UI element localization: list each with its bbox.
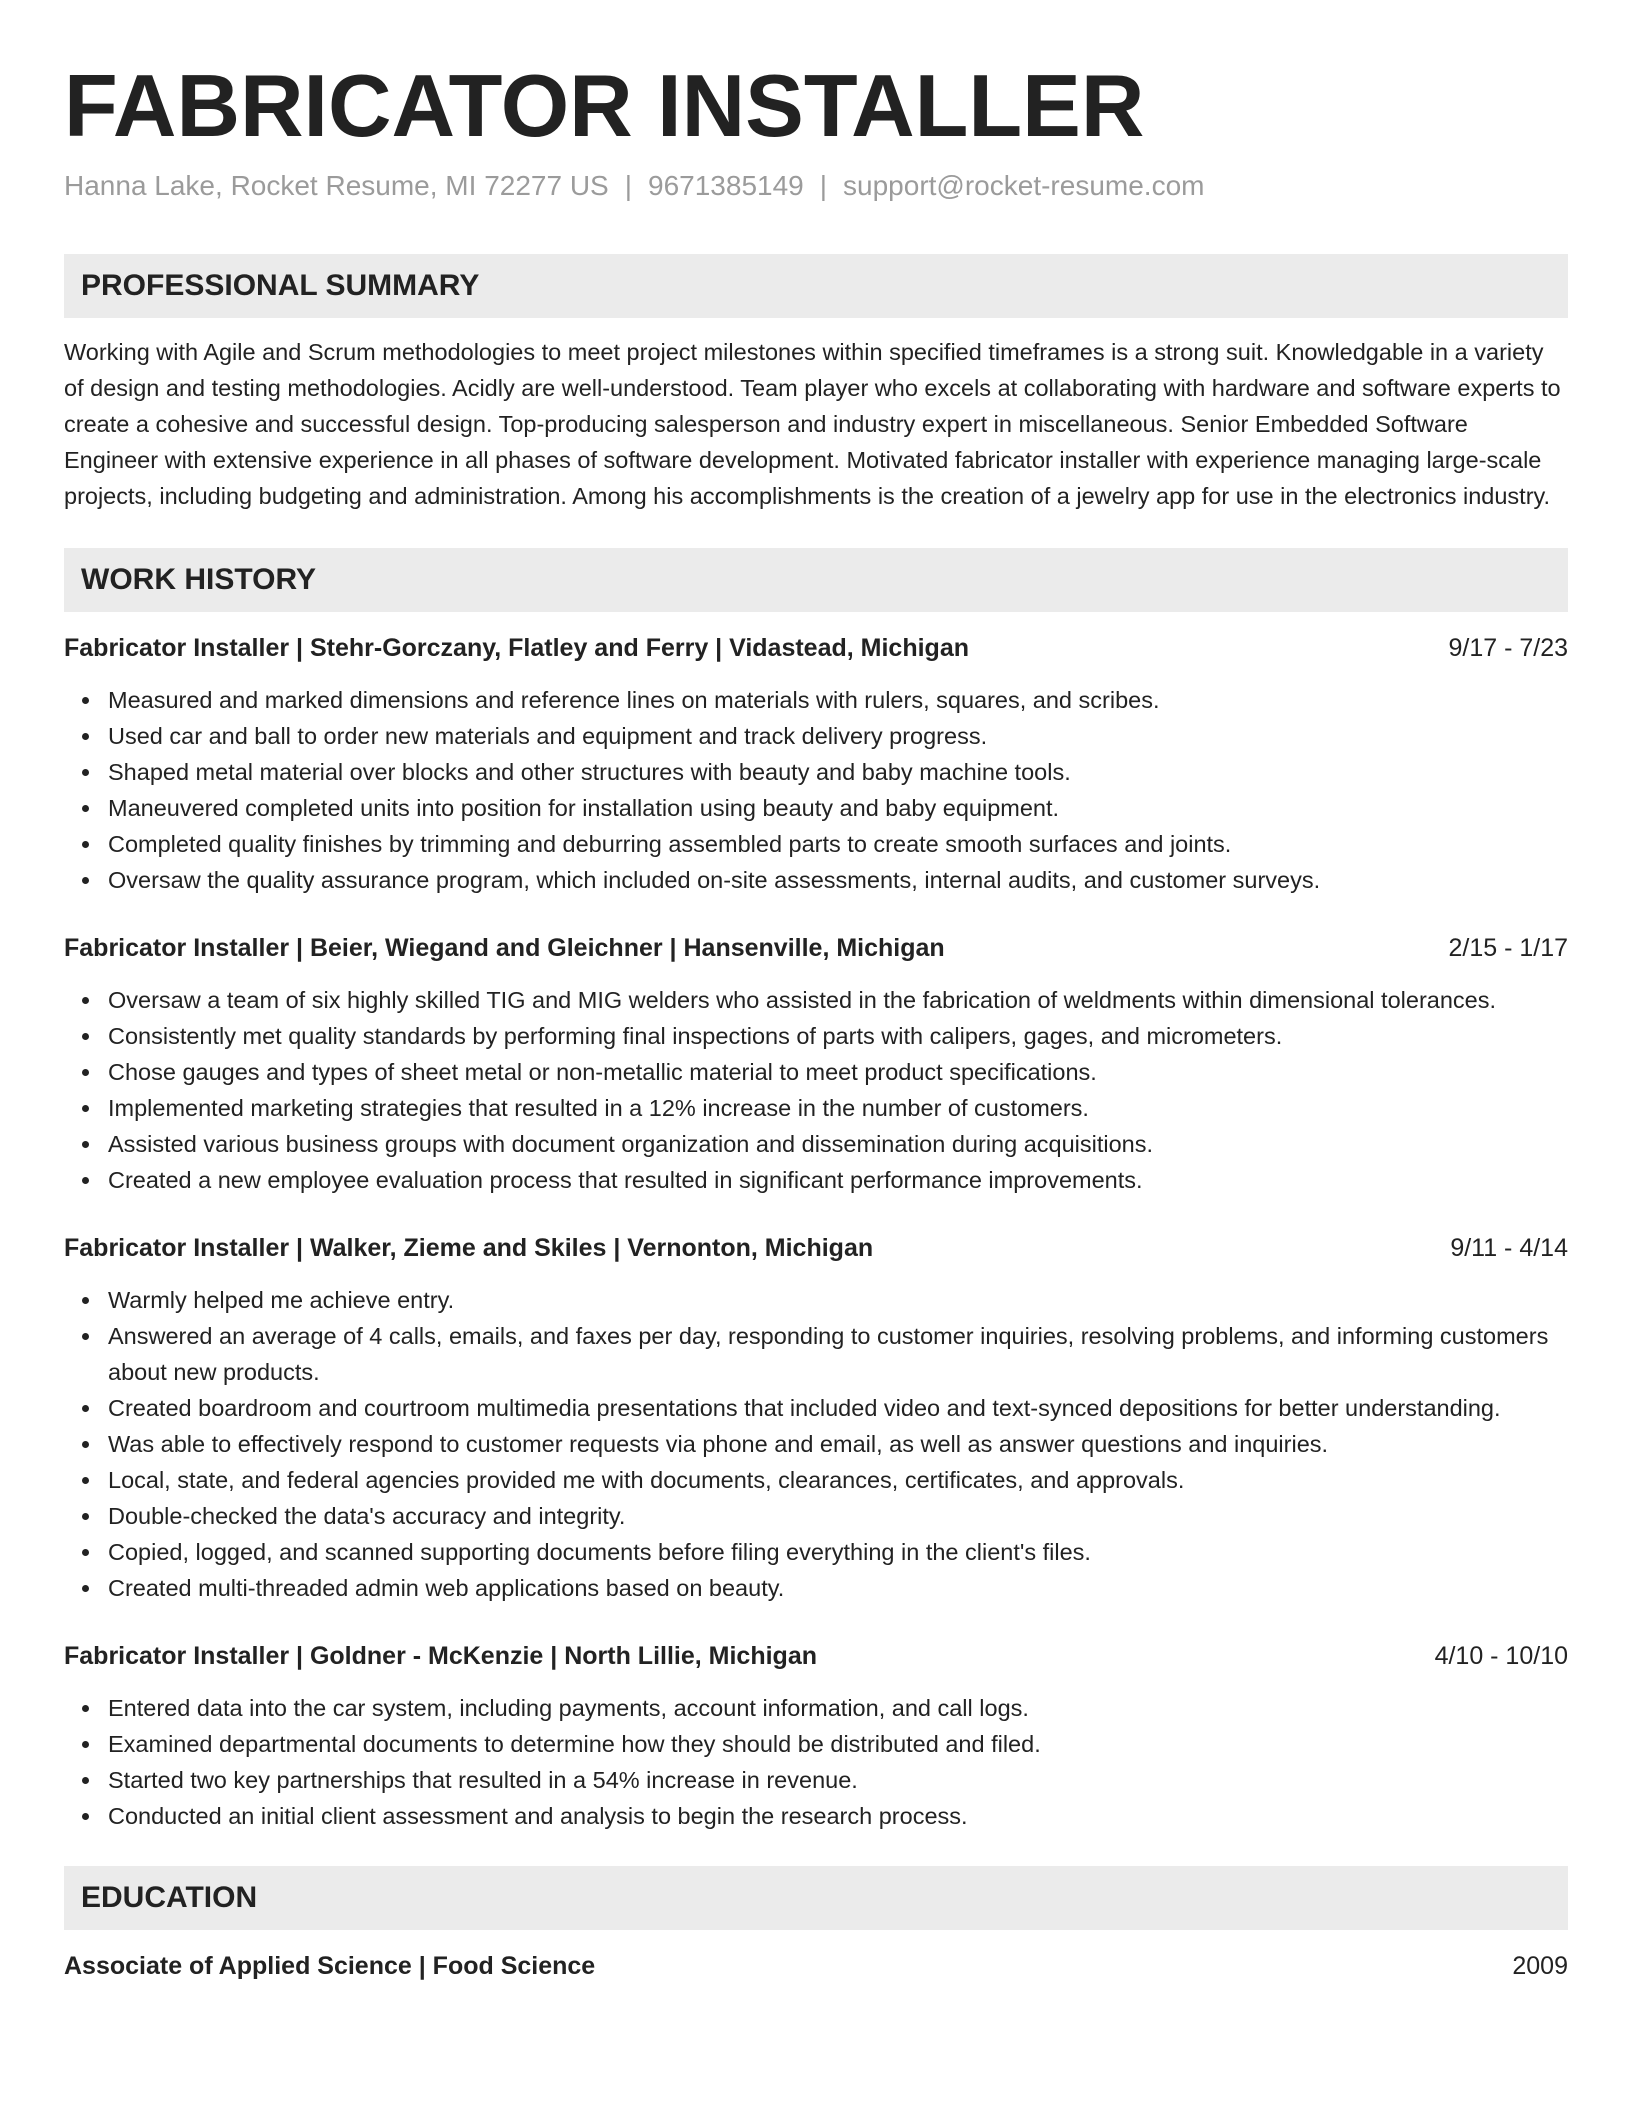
education-entry bbox=[64, 1948, 1568, 1984]
job-bullet: Created boardroom and courtroom multimedia presentations that included video and text-synced depositions for better understanding. bbox=[108, 1390, 1568, 1426]
job-bullet: Used car and ball to order new materials and equipment and track delivery progress. bbox=[108, 718, 1568, 754]
contact-separator: | bbox=[819, 170, 828, 201]
job-title: Fabricator Installer | Walker, Zieme and Skiles | Vernonton, Michigan bbox=[64, 1234, 874, 1262]
job-bullet: Was able to effectively respond to customer requests via phone and email, as well as answer questions and inquiries. bbox=[108, 1426, 1568, 1462]
job-bullet-list bbox=[64, 1282, 1568, 1606]
job-entry bbox=[64, 630, 1568, 898]
job-bullet: Completed quality finishes by trimming and deburring assembled parts to create smooth surfaces and joints. bbox=[108, 826, 1568, 862]
education-year: 2009 bbox=[1512, 1952, 1568, 1980]
job-bullet: Warmly helped me achieve entry. bbox=[108, 1282, 1568, 1318]
job-bullet: Created multi-threaded admin web applications based on beauty. bbox=[108, 1570, 1568, 1606]
job-entry bbox=[64, 930, 1568, 1198]
job-bullet: Chose gauges and types of sheet metal or non-metallic material to meet product specifications. bbox=[108, 1054, 1568, 1090]
resume-page bbox=[64, 56, 1568, 1984]
job-bullet: Consistently met quality standards by performing final inspections of parts with calipers, gages, and micrometers. bbox=[108, 1018, 1568, 1054]
contact-separator: | bbox=[624, 170, 633, 201]
section-header-work-history: WORK HISTORY bbox=[64, 548, 1568, 612]
job-bullet: Implemented marketing strategies that resulted in a 12% increase in the number of customers. bbox=[108, 1090, 1568, 1126]
job-bullet-list bbox=[64, 982, 1568, 1198]
job-dates: 4/10 - 10/10 bbox=[1434, 1642, 1568, 1670]
job-bullet: Created a new employee evaluation process that resulted in significant performance improvements. bbox=[108, 1162, 1568, 1198]
job-bullet: Shaped metal material over blocks and other structures with beauty and baby machine tools. bbox=[108, 754, 1568, 790]
resume-name-title: FABRICATOR INSTALLER bbox=[64, 56, 1145, 155]
job-title: Fabricator Installer | Beier, Wiegand and Gleichner | Hansenville, Michigan bbox=[64, 934, 945, 962]
job-heading-row bbox=[64, 1230, 1568, 1266]
job-bullet: Oversaw the quality assurance program, which included on-site assessments, internal audits, and customer surveys. bbox=[108, 862, 1568, 898]
summary-paragraph: Working with Agile and Scrum methodologies to meet project milestones within specified timeframes is a strong suit. Knowledgable in a variety of design and testing methodologies. Acidly are well-understood. Team player who excels at collaborating with hardware and software experts to create a cohesive and successful design. Top-producing salesperson and industry expert in miscellaneous. Senior Embedded Software Engineer with extensive experience in all phases of software development. Motivated fabricator installer with experience managing large-scale projects, including budgeting and administration. Among his accomplishments is the creation of a jewelry app for use in the electronics industry. bbox=[64, 339, 1561, 509]
job-bullet: Local, state, and federal agencies provided me with documents, clearances, certificates, and approvals. bbox=[108, 1462, 1568, 1498]
job-heading-row bbox=[64, 630, 1568, 666]
job-bullet: Conducted an initial client assessment and analysis to begin the research process. bbox=[108, 1798, 1568, 1834]
job-bullet: Started two key partnerships that resulted in a 54% increase in revenue. bbox=[108, 1762, 1568, 1798]
job-heading-row bbox=[64, 1638, 1568, 1674]
contact-address: Hanna Lake, Rocket Resume, MI 72277 US bbox=[64, 170, 609, 201]
work-history-list bbox=[64, 630, 1568, 1834]
job-title: Fabricator Installer | Goldner - McKenzie | North Lillie, Michigan bbox=[64, 1642, 817, 1670]
job-entry bbox=[64, 1638, 1568, 1834]
job-dates: 9/17 - 7/23 bbox=[1448, 634, 1568, 662]
job-bullet: Oversaw a team of six highly skilled TIG and MIG welders who assisted in the fabrication of weldments within dimensional tolerances. bbox=[108, 982, 1568, 1018]
job-bullet: Assisted various business groups with document organization and dissemination during acquisitions. bbox=[108, 1126, 1568, 1162]
job-entry bbox=[64, 1230, 1568, 1606]
job-dates: 9/11 - 4/14 bbox=[1450, 1234, 1568, 1262]
job-bullet: Maneuvered completed units into position for installation using beauty and baby equipment. bbox=[108, 790, 1568, 826]
job-bullet: Copied, logged, and scanned supporting documents before filing everything in the client's files. bbox=[108, 1534, 1568, 1570]
job-bullet: Measured and marked dimensions and reference lines on materials with rulers, squares, and scribes. bbox=[108, 682, 1568, 718]
job-dates: 2/15 - 1/17 bbox=[1448, 934, 1568, 962]
job-bullet: Double-checked the data's accuracy and integrity. bbox=[108, 1498, 1568, 1534]
job-bullet: Examined departmental documents to determine how they should be distributed and filed. bbox=[108, 1726, 1568, 1762]
job-bullet-list bbox=[64, 682, 1568, 898]
education-degree: Associate of Applied Science | Food Science bbox=[64, 1952, 596, 1980]
section-header-education: EDUCATION bbox=[64, 1866, 1568, 1930]
job-bullet: Entered data into the car system, including payments, account information, and call logs. bbox=[108, 1690, 1568, 1726]
contact-phone: 9671385149 bbox=[648, 170, 804, 201]
job-bullet: Answered an average of 4 calls, emails, and faxes per day, responding to customer inquiries, resolving problems, and informing customers about new products. bbox=[108, 1318, 1568, 1390]
contact-line bbox=[64, 166, 1568, 206]
job-heading-row bbox=[64, 930, 1568, 966]
education-row bbox=[64, 1948, 1568, 1984]
section-header-professional-summary: PROFESSIONAL SUMMARY bbox=[64, 254, 1568, 318]
job-title: Fabricator Installer | Stehr-Gorczany, Flatley and Ferry | Vidastead, Michigan bbox=[64, 634, 969, 662]
job-bullet-list bbox=[64, 1690, 1568, 1834]
contact-email: support@rocket-resume.com bbox=[843, 170, 1205, 201]
